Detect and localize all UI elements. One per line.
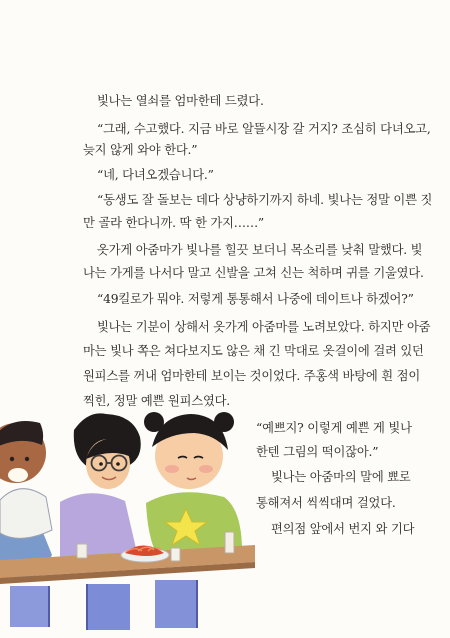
paragraph-line: 한텐 그림의 떡이잖아.” [256,445,379,459]
paragraph-line: 빛나는 열쇠를 엄마한테 드렸다. [97,94,264,108]
paragraph-line: 빛나는 기분이 상해서 옷가게 아줌마를 노려보았다. 하지만 아줌 [97,320,431,334]
paragraph-line: “예쁘지? 이렇게 예쁜 게 빛나 [256,421,412,435]
children-eating-illustration [0,405,450,638]
stools [10,580,197,630]
paragraph-line: 편의점 앞에서 번지 와 기다 [271,522,415,536]
paragraph-line: 옷가게 아줌마가 빛나를 힐끗 보더니 목소리를 낮춰 말했다. 빛 [97,243,423,257]
paragraph-line: “그래, 수고했다. 지금 바로 알뜰시장 갈 거지? 조심히 다녀오고, [97,122,431,136]
paragraph-line: 마는 빛나 쪽은 쳐다보지도 않은 채 긴 막대로 옷걸이에 걸려 있던 [83,344,424,358]
paragraph-line: “네, 다녀오겠습니다.” [97,168,214,182]
paragraph-line: 늦지 않게 와야 한다.” [83,143,198,157]
paragraph-line: 나는 가게를 나서다 말고 신발을 고쳐 신는 척하며 귀를 기울였다. [83,266,424,280]
paragraph-line: “동생도 잘 돌보는 데다 상냥하기까지 하네. 빛나는 정말 이쁜 짓 [97,193,433,207]
paragraph-line: 원피스를 꺼내 엄마한테 보이는 것이었다. 주홍색 바탕에 흰 점이 [83,369,421,383]
paragraph-line: “49킬로가 뭐야. 저렇게 통통해서 나중에 데이트나 하겠어?” [97,292,414,306]
paragraph-line: 만 골라 한다니까. 딱 한 가지……” [83,216,265,230]
paragraph-line: 통해져서 씩씩대며 걸었다. [256,496,396,510]
paragraph-line: 찍힌, 정말 예쁜 원피스였다. [83,394,231,408]
paragraph-line: 빛나는 아줌마의 말에 뾰로 [271,470,411,484]
girl-with-glasses-figure [60,413,141,563]
